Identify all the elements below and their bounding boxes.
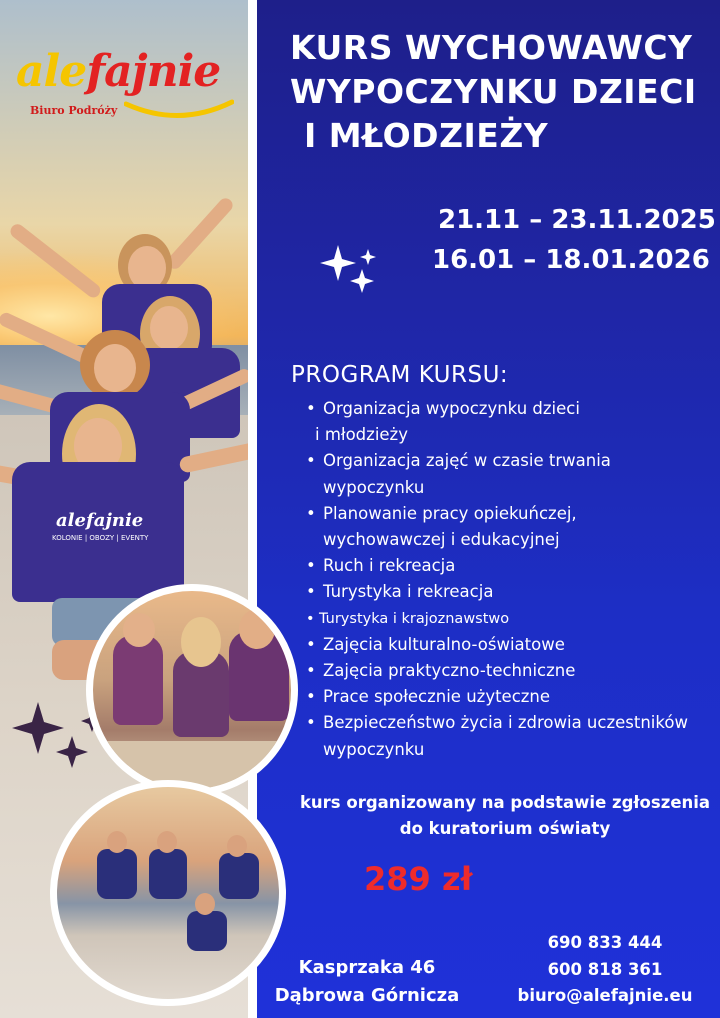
sparkle-icon <box>318 243 382 295</box>
address-street: Kasprzaka 46 <box>298 957 436 978</box>
phone-1[interactable]: 690 833 444 <box>547 933 663 952</box>
contact-block <box>510 930 700 1010</box>
program-item-continuation: wypoczynku <box>323 477 425 497</box>
photo-circle-yoga <box>50 780 286 1006</box>
program-item: • Bezpieczeństwo życia i zdrowia uczestników <box>305 710 715 736</box>
program-item-continuation: wypoczynku <box>323 739 425 759</box>
program-item: • Zajęcia kulturalno-oświatowe <box>305 632 715 658</box>
logo-subtitle: Biuro Podróży <box>30 104 118 117</box>
program-item: • Turystyka i rekreacja <box>305 579 715 605</box>
title-line-1: KURS WYCHOWAWCY <box>290 28 693 67</box>
email-link[interactable]: biuro@alefajnie.eu <box>517 986 693 1005</box>
organized-note <box>290 790 720 842</box>
title-line-2: WYPOCZYNKU DZIECI <box>290 72 697 111</box>
brand-logo <box>14 46 244 126</box>
program-item: • Organizacja zajęć w czasie trwania <box>305 448 715 474</box>
program-item-continuation: i młodzieży <box>315 425 408 445</box>
course-dates <box>432 200 716 280</box>
photo-circle-three-girls <box>86 584 298 796</box>
address-block <box>272 954 462 1010</box>
program-item: • Organizacja wypoczynku dzieci <box>305 396 715 422</box>
program-heading: PROGRAM KURSU: <box>291 362 509 388</box>
program-item: • Prace społecznie użyteczne <box>305 684 715 710</box>
organized-line-1: kurs organizowany na podstawie zgłoszenia <box>299 793 711 812</box>
logo-part-ale: ale <box>16 46 87 97</box>
program-item: • Planowanie pracy opiekuńczej, <box>305 501 715 527</box>
program-item-continuation: wychowawczej i edukacyjnej <box>323 530 560 550</box>
course-title <box>290 26 710 158</box>
title-line-3: I MŁODZIEŻY <box>304 116 549 155</box>
program-item: • Ruch i rekreacja <box>305 553 715 579</box>
logo-wordmark <box>16 46 220 97</box>
date-range-2: 16.01 – 18.01.2026 <box>432 245 710 275</box>
program-item: • Turystyka i krajoznawstwo <box>305 606 715 632</box>
shirt-print: alefajnie <box>56 510 144 531</box>
address-city: Dąbrowa Górnicza <box>274 985 460 1006</box>
organized-line-2: do kuratorium oświaty <box>399 819 611 838</box>
course-price: 289 zł <box>364 860 473 898</box>
program-list <box>305 396 715 763</box>
phone-2[interactable]: 600 818 361 <box>547 959 663 979</box>
shirt-print-sub: KOLONIE | OBOZY | EVENTY <box>52 534 149 542</box>
logo-swoosh-icon <box>124 98 234 122</box>
program-item: • Zajęcia praktyczno-techniczne <box>305 658 715 684</box>
date-range-1: 21.11 – 23.11.2025 <box>438 205 716 235</box>
logo-part-fajnie: fajnie <box>86 46 221 97</box>
